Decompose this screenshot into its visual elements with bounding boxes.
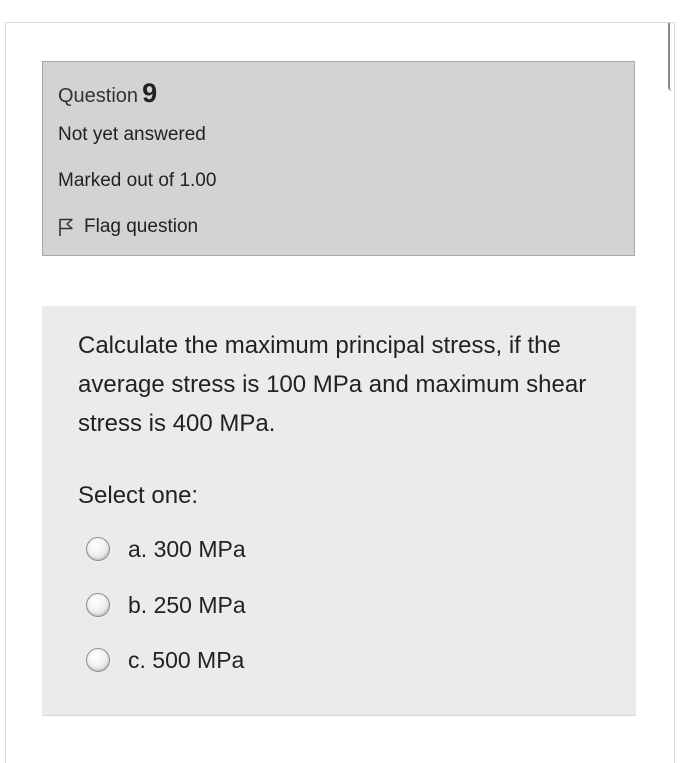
question-label: Question <box>58 85 139 107</box>
answer-option-label: c. 500 MPa <box>128 646 245 673</box>
question-info-panel <box>42 61 635 256</box>
flag-icon <box>58 217 74 237</box>
answer-option-label: b. 250 MPa <box>128 591 246 618</box>
answer-option-c[interactable] <box>86 645 244 675</box>
question-number-value: 9 <box>142 78 158 108</box>
window-edge <box>668 23 674 91</box>
question-state: Not yet answered <box>58 124 206 145</box>
question-text: Calculate the maximum principal stress, if the average stress is 100 MPa and maximum shear stress is 400 MPa. <box>78 332 587 437</box>
question-grade: Marked out of 1.00 <box>58 170 217 191</box>
answer-option-b[interactable] <box>86 590 246 620</box>
question-content-panel <box>42 306 636 716</box>
radio-button[interactable] <box>86 648 110 672</box>
flag-question-link[interactable] <box>58 214 198 240</box>
flag-question-label: Flag question <box>84 216 199 237</box>
radio-button[interactable] <box>86 593 110 617</box>
question-number <box>58 78 157 109</box>
answer-option-a[interactable] <box>86 534 246 564</box>
radio-button[interactable] <box>86 537 110 561</box>
answer-option-label: a. 300 MPa <box>128 535 246 562</box>
answer-prompt: Select one: <box>78 482 199 509</box>
